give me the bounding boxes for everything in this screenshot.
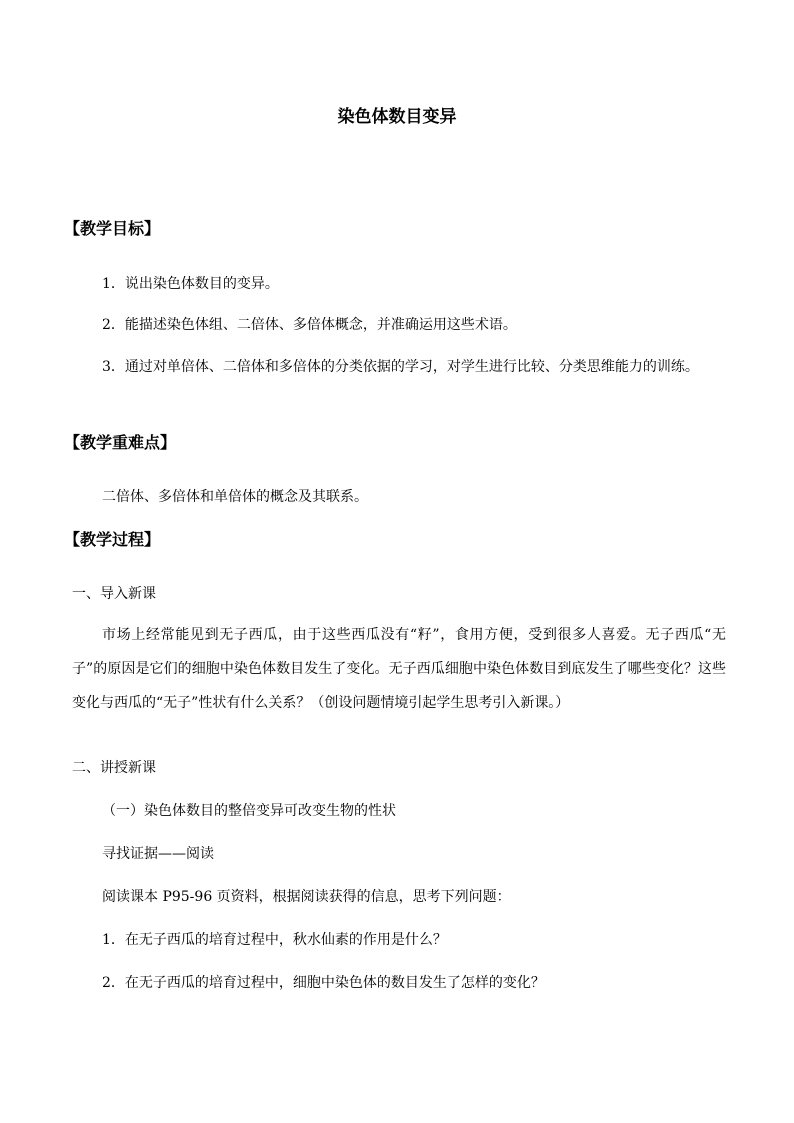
document-title: 染色体数目变异 bbox=[337, 107, 457, 127]
section-intro-text: 市场上经常能见到无子西瓜，由于这些西瓜没有“籽”，食用方便，受到很多人喜爱。无子西瓜“无子”的原因是它们的细胞中染色体数目发生了变化。无子西瓜细胞中染色体数目到底发生了哪些变化？这些变化与西瓜的“无子”性状有什么关系？（创设问题情境引起学生思考引入新课。） bbox=[72, 627, 726, 711]
subsection-title: （一）染色体数目的整倍变异可改变生物的性状 bbox=[102, 803, 396, 819]
section-intro-title: 一、导入新课 bbox=[72, 586, 156, 602]
objective-item-3: 3．通过对单倍体、二倍体和多倍体的分类依据的学习，对学生进行比较、分类思维能力的训练。 bbox=[102, 359, 699, 375]
heading-key-points: 【教学重难点】 bbox=[64, 433, 177, 452]
question-2: 2．在无子西瓜的培育过程中，细胞中染色体的数目发生了怎样的变化？ bbox=[102, 975, 545, 991]
objective-item-2: 2．能描述染色体组、二倍体、多倍体概念，并准确运用这些术语。 bbox=[102, 317, 517, 333]
evidence-label: 寻找证据——阅读 bbox=[102, 846, 214, 862]
question-1: 1．在无子西瓜的培育过程中，秋水仙素的作用是什么？ bbox=[102, 932, 447, 948]
key-points-text: 二倍体、多倍体和单倍体的概念及其联系。 bbox=[102, 489, 368, 505]
reading-instruction: 阅读课本 P95-96 页资料，根据阅读获得的信息，思考下列问题： bbox=[102, 889, 511, 905]
objective-item-1: 1．说出染色体数目的变异。 bbox=[102, 276, 279, 292]
heading-process: 【教学过程】 bbox=[64, 530, 161, 549]
section-teach-title: 二、讲授新课 bbox=[72, 760, 156, 776]
heading-objectives: 【教学目标】 bbox=[64, 219, 161, 238]
